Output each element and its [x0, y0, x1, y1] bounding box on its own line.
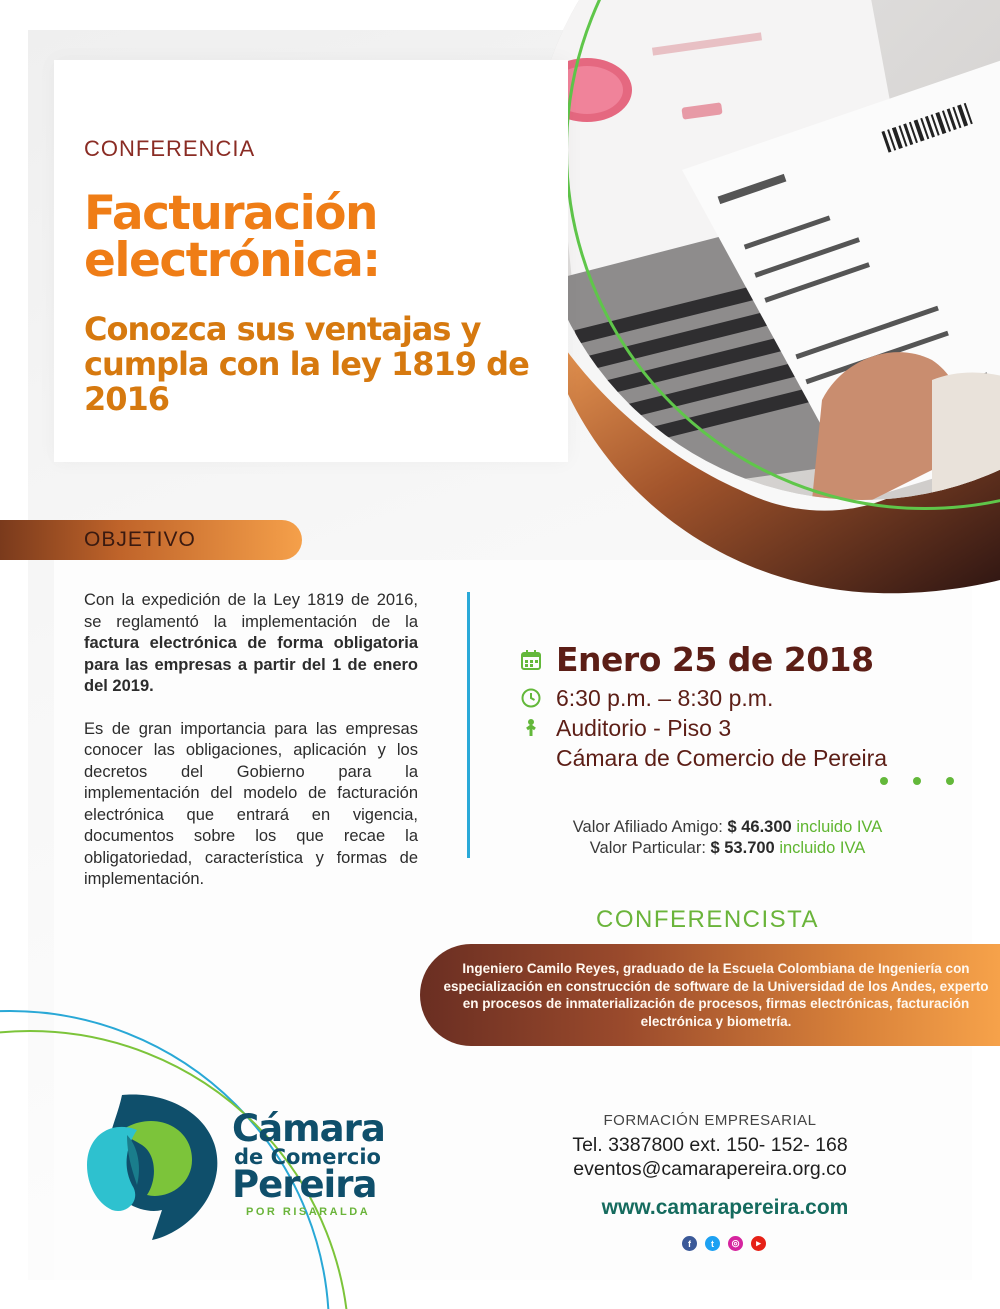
logo-text-line-4: POR RISARALDA [246, 1206, 371, 1218]
event-place-row [520, 713, 980, 743]
prices-block [490, 817, 965, 859]
twitter-icon[interactable]: t [705, 1236, 720, 1251]
location-pin-icon [520, 717, 542, 739]
divider-line [467, 592, 470, 858]
footer-email[interactable]: eventos@camarapereira.org.co [573, 1158, 847, 1180]
event-place-line-1: Auditorio - Piso 3 [556, 715, 732, 741]
logo-text-line-2: de Comercio [234, 1145, 381, 1169]
objetivo-banner [0, 520, 302, 560]
event-info [520, 640, 980, 773]
price-particular-iva: incluido IVA [779, 839, 866, 857]
page-subtitle: Conozca sus ventajas y cumpla con la ley 1819 de 2016 [84, 310, 529, 418]
price-particular [490, 838, 965, 859]
objetivo-paragraph-1-bold: factura electrónica de forma obligatoria para las empresas a partir del 1 de enero del 2019. [84, 634, 418, 695]
objetivo-paragraph-1 [84, 590, 418, 698]
clock-icon [520, 687, 542, 709]
event-place-row-2 [520, 743, 980, 773]
youtube-icon[interactable]: ▸ [751, 1236, 766, 1251]
event-place-line-2: Cámara de Comercio de Pereira [556, 745, 888, 771]
logo-text-line-1: Cámara [232, 1107, 385, 1150]
objetivo-text [84, 590, 418, 912]
kicker-label: CONFERENCIA [84, 136, 256, 161]
facebook-icon[interactable]: f [682, 1236, 697, 1251]
price-affiliate-label: Valor Afiliado Amigo: [572, 818, 723, 836]
speaker-banner [420, 944, 1000, 1046]
page-title [84, 186, 554, 288]
event-time-row [520, 683, 980, 713]
price-affiliate-value: $ 46.300 [727, 818, 792, 836]
social-icons [682, 1236, 766, 1251]
calendar-icon [520, 649, 542, 671]
event-date: Enero 25 de 2018 [556, 640, 874, 679]
instagram-icon[interactable]: ◎ [728, 1236, 743, 1251]
speaker-bio: Ingeniero Camilo Reyes, graduado de la Escuela Colombiana de Ingeniería con especialización en construcción de software de la Universidad de los Andes, experto en procesos de inmaterialización de procesos, firmas electrónicas, facturación electrónica y biometría. [443, 961, 989, 1029]
footer-title: FORMACIÓN EMPRESARIAL [603, 1112, 817, 1129]
title-line-1: Facturación [84, 186, 377, 241]
event-date-row [520, 640, 980, 679]
speaker-heading: CONFERENCISTA [596, 906, 820, 933]
logo-text-line-3: Pereira [232, 1163, 377, 1206]
event-time: 6:30 p.m. – 8:30 p.m. [556, 685, 774, 711]
price-affiliate [490, 817, 965, 838]
objetivo-label: OBJETIVO [84, 528, 196, 551]
footer-website-link[interactable]: www.camarapereira.com [601, 1196, 849, 1219]
title-line-2: electrónica: [84, 233, 380, 288]
decorative-dots [880, 777, 954, 785]
objetivo-paragraph-1-start: Con la expedición de la Ley 1819 de 2016, se reglamentó la implementación de la [84, 591, 418, 631]
spacer [520, 747, 542, 769]
footer-phone: Tel. 3387800 ext. 150- 152- 168 [572, 1134, 848, 1156]
camara-logo-icon [82, 1090, 222, 1240]
objetivo-paragraph-2: Es de gran importancia para las empresas conocer las obligaciones, aplicación y los decretos del Gobierno para la implementación del modelo de facturación electrónica que entrará en vigencia, documentos sobre los que recae la obligatoriedad, característica y formas de implementación. [84, 719, 418, 888]
price-particular-label: Valor Particular: [589, 839, 706, 857]
price-affiliate-iva: incluido IVA [796, 818, 883, 836]
price-particular-value: $ 53.700 [710, 839, 775, 857]
